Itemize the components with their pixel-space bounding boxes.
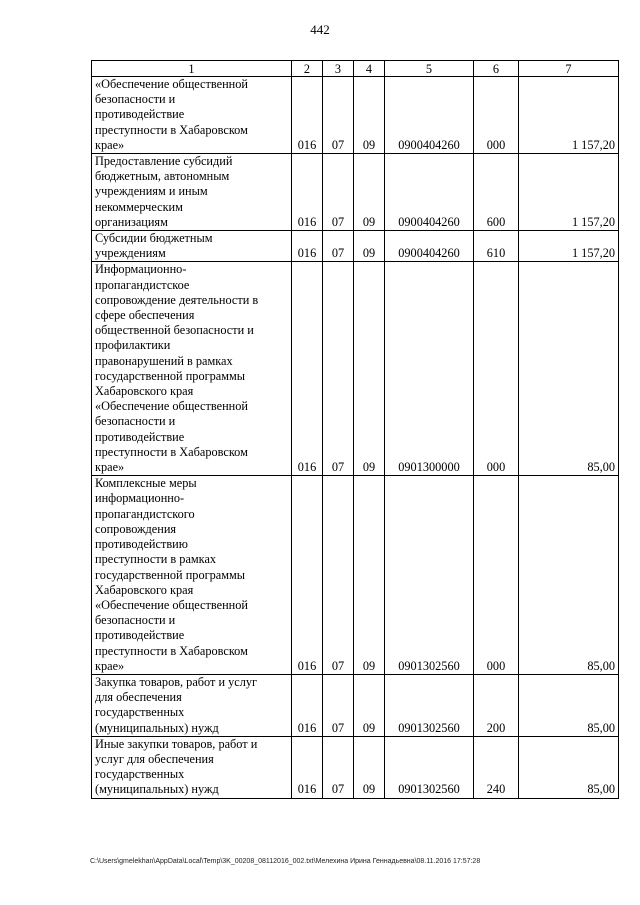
file-path-footer: C:\Users\gmelekhan\AppData\Local\Temp\3K_00208_08112016_002.txt\Мелехина Ирина Геннадьевна\08.11.2016 17:57:28 <box>90 858 481 865</box>
expense-type-cell: 000 <box>474 77 519 154</box>
ministry-code-cell: 016 <box>292 476 323 675</box>
target-article-cell: 0900404260 <box>385 231 474 262</box>
header-cell: 2 <box>292 61 323 77</box>
amount-cell: 85,00 <box>519 674 619 736</box>
expense-type-cell: 610 <box>474 231 519 262</box>
target-article-cell: 0901302560 <box>385 674 474 736</box>
table-row <box>92 154 619 231</box>
section-code-cell: 07 <box>323 476 354 675</box>
header-cell: 3 <box>323 61 354 77</box>
target-article-cell: 0901302560 <box>385 736 474 798</box>
expense-type-cell: 000 <box>474 262 519 476</box>
table-row <box>92 262 619 476</box>
section-code-cell: 07 <box>323 674 354 736</box>
ministry-code-cell: 016 <box>292 736 323 798</box>
expense-type-cell: 600 <box>474 154 519 231</box>
amount-cell: 85,00 <box>519 262 619 476</box>
section-code-cell: 07 <box>323 77 354 154</box>
section-code-cell: 07 <box>323 736 354 798</box>
subsection-code-cell: 09 <box>354 736 385 798</box>
row-name-cell: Предоставление субсидий бюджетным, автономным учреждениям и иным некоммерческим организациям <box>92 154 292 231</box>
table-row <box>92 736 619 798</box>
ministry-code-cell: 016 <box>292 231 323 262</box>
subsection-code-cell: 09 <box>354 231 385 262</box>
row-name-cell: Субсидии бюджетным учреждениям <box>92 231 292 262</box>
ministry-code-cell: 016 <box>292 262 323 476</box>
subsection-code-cell: 09 <box>354 476 385 675</box>
header-cell: 4 <box>354 61 385 77</box>
subsection-code-cell: 09 <box>354 262 385 476</box>
expense-type-cell: 000 <box>474 476 519 675</box>
header-cell: 7 <box>519 61 619 77</box>
amount-cell: 85,00 <box>519 736 619 798</box>
page-number: 442 <box>310 22 330 37</box>
header-row <box>92 61 619 77</box>
table-row <box>92 674 619 736</box>
table-row <box>92 476 619 675</box>
header-cell: 1 <box>92 61 292 77</box>
target-article-cell: 0900404260 <box>385 77 474 154</box>
expense-type-cell: 240 <box>474 736 519 798</box>
subsection-code-cell: 09 <box>354 77 385 154</box>
header-cell: 5 <box>385 61 474 77</box>
ministry-code-cell: 016 <box>292 77 323 154</box>
ministry-code-cell: 016 <box>292 674 323 736</box>
subsection-code-cell: 09 <box>354 154 385 231</box>
target-article-cell: 0901302560 <box>385 476 474 675</box>
ministry-code-cell: 016 <box>292 154 323 231</box>
amount-cell: 85,00 <box>519 476 619 675</box>
target-article-cell: 0900404260 <box>385 154 474 231</box>
row-name-cell: Закупка товаров, работ и услуг для обеспечения государственных (муниципальных) нужд <box>92 674 292 736</box>
table-row <box>92 77 619 154</box>
section-code-cell: 07 <box>323 231 354 262</box>
budget-table <box>91 60 619 799</box>
amount-cell: 1 157,20 <box>519 154 619 231</box>
section-code-cell: 07 <box>323 154 354 231</box>
amount-cell: 1 157,20 <box>519 77 619 154</box>
row-name-cell: Комплексные меры информационно- пропагандистского сопровождения противодействию преступности в рамках государственной программы Хабаровского края «Обеспечение общественной безопасности и противодействие преступности в Хабаровском крае» <box>92 476 292 675</box>
table-row <box>92 231 619 262</box>
row-name-cell: «Обеспечение общественной безопасности и противодействие преступности в Хабаровском крае» <box>92 77 292 154</box>
expense-type-cell: 200 <box>474 674 519 736</box>
row-name-cell: Информационно- пропагандистское сопровождение деятельности в сфере обеспечения общественной безопасности и профилактики правонарушений в рамках государственной программы Хабаровского края «Обеспечение общественной безопасности и противодействие преступности в Хабаровском крае» <box>92 262 292 476</box>
header-cell: 6 <box>474 61 519 77</box>
target-article-cell: 0901300000 <box>385 262 474 476</box>
amount-cell: 1 157,20 <box>519 231 619 262</box>
section-code-cell: 07 <box>323 262 354 476</box>
row-name-cell: Иные закупки товаров, работ и услуг для обеспечения государственных (муниципальных) нужд <box>92 736 292 798</box>
subsection-code-cell: 09 <box>354 674 385 736</box>
